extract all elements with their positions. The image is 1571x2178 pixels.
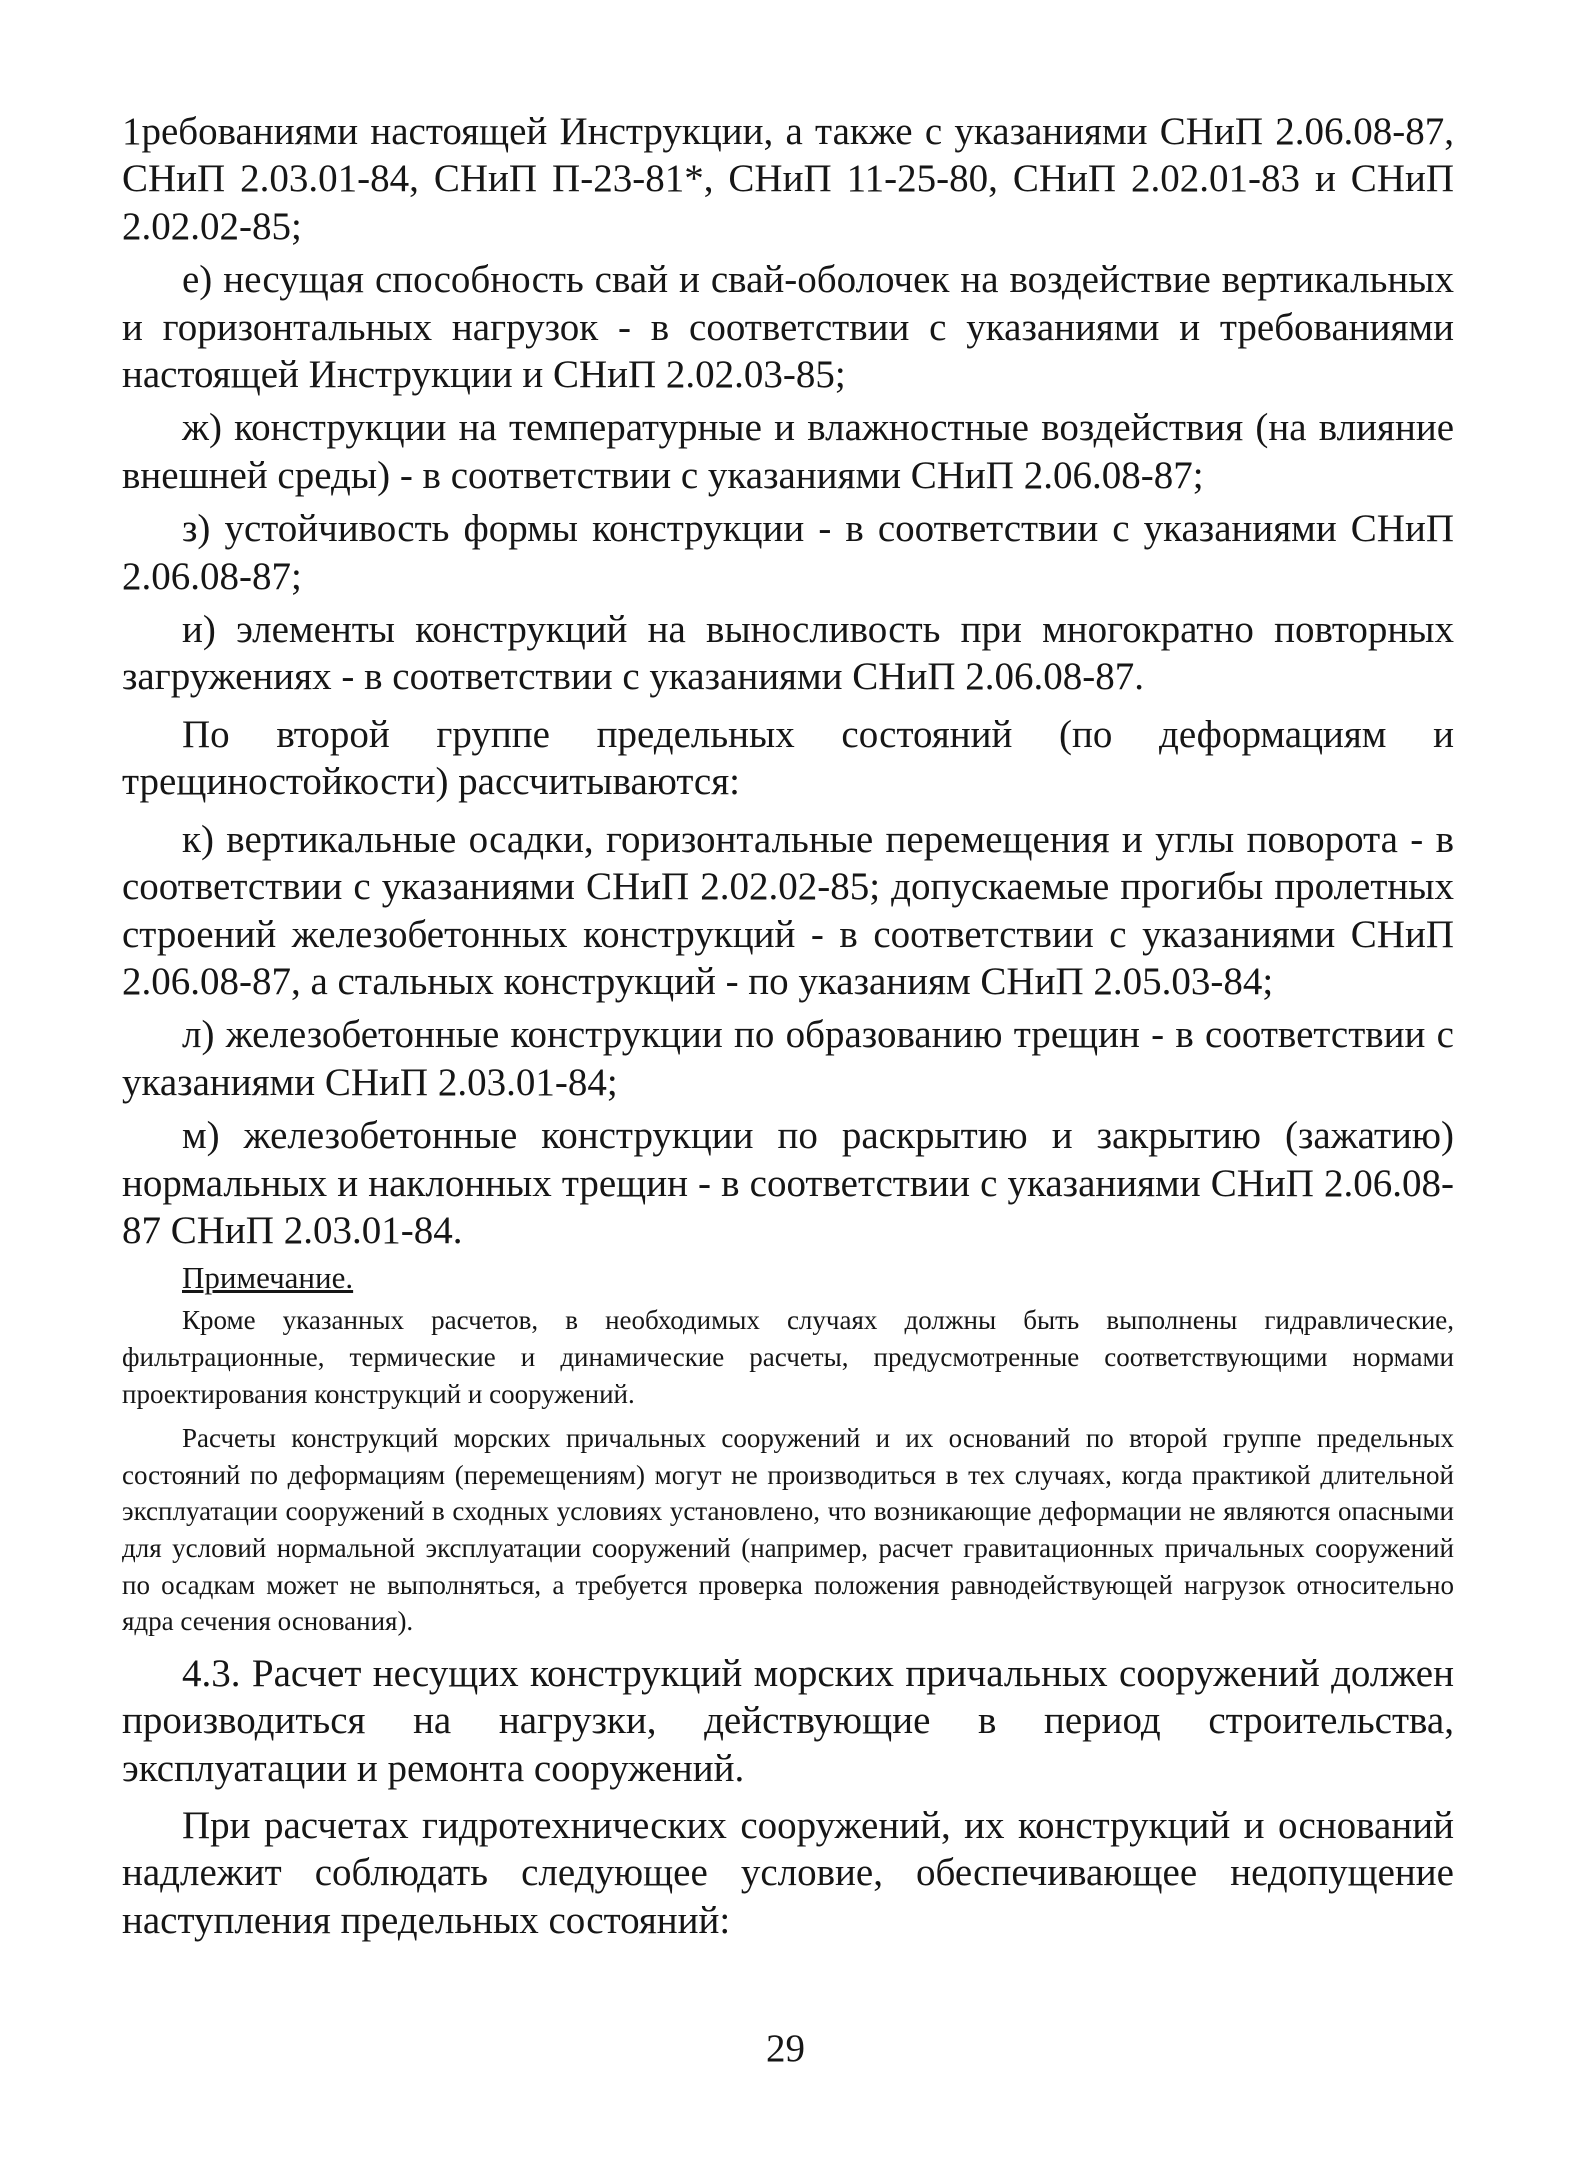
paragraph-item-e: е) несущая способность свай и свай-оболочек на воздействие вертикальных и горизонтальных нагрузок - в соответствии с указаниями и требованиями настоящей Инструкции и СНиП 2.02.03-85; <box>122 258 1454 397</box>
paragraph-item-i: и) элементы конструкций на выносливость при многократно повторных загружениях - в соответствии с указаниями СНиП 2.06.08-87. <box>122 608 1454 699</box>
paragraph-second-group: По второй группе предельных состояний (по деформациям и трещиностойкости) рассчитываются: <box>122 712 1454 804</box>
paragraph-section-4-3: 4.3. Расчет несущих конструкций морских причальных сооружений должен производиться на нагрузки, действующие в период строительства, эксплуатации и ремонта сооружений. <box>122 1651 1454 1790</box>
note-title: Примечание. <box>182 1260 354 1296</box>
main-text-top <box>122 108 1454 1254</box>
document-page <box>122 108 1454 1944</box>
paragraph-item-m: м) железобетонные конструкции по раскрытию и закрытию (зажатию) нормальных и наклонных трещин - в соответствии с указаниями СНиП 2.06.08-87 СНиП 2.03.01-84. <box>122 1114 1454 1252</box>
paragraph-item-k: к) вертикальные осадки, горизонтальные перемещения и углы поворота - в соответствии с указаниями СНиП 2.02.02-85; допускаемые прогибы пролетных строений железобетонных конструкций - в соответствии с указаниями СНиП 2.06.08-87, а стальных конструкций - по указаниям СНиП 2.05.03-84; <box>122 817 1454 1003</box>
paragraph-item-zh: ж) конструкции на температурные и влажностные воздействия (на влияние внешней среды) - в соответствии с указаниями СНиП 2.06.08-87; <box>122 406 1454 497</box>
paragraph-item-z: з) устойчивость формы конструкции - в соответствии с указаниями СНиП 2.06.08-87; <box>122 507 1454 598</box>
page-number: 29 <box>766 2027 805 2070</box>
paragraph-item-l: л) железобетонные конструкции по образованию трещин - в соответствии с указаниями СНиП 2.03.01-84; <box>122 1013 1454 1104</box>
main-text-bottom <box>122 1650 1454 1944</box>
note-paragraph: Кроме указанных расчетов, в необходимых случаях должны быть выполнены гидравлические, фильтрационные, термические и динамические расчеты, предусмотренные соответствующими нормами проектирования конструкций и сооружений. <box>122 1305 1454 1409</box>
paragraph-continuation: 1ребованиями настоящей Инструкции, а также с указаниями СНиП 2.06.08-87, СНиП 2.03.01-84, СНиП П-23-81*, СНиП 11-25-80, СНиП 2.02.01-83 и СНиП 2.02.02-85; <box>122 110 1454 248</box>
note-block <box>122 1260 1454 1639</box>
paragraph-calculation-condition: При расчетах гидротехнических сооружений, их конструкций и оснований надлежит соблюдать следующее условие, обеспечивающее недопущение наступления предельных состояний: <box>122 1803 1454 1942</box>
note-paragraph: Расчеты конструкций морских причальных сооружений и их оснований по второй группе предельных состояний по деформациям (перемещениям) могут не производиться в тех случаях, когда практикой длительной эксплуатации сооружений в сходных условиях установлено, что возникающие деформации не являются опасными для условий нормальной эксплуатации сооружений (например, расчет гравитационных причальных сооружений по осадкам может не выполняться, а требуется проверка положения равнодействующей нагрузок относительно ядра сечения основания). <box>122 1423 1454 1637</box>
